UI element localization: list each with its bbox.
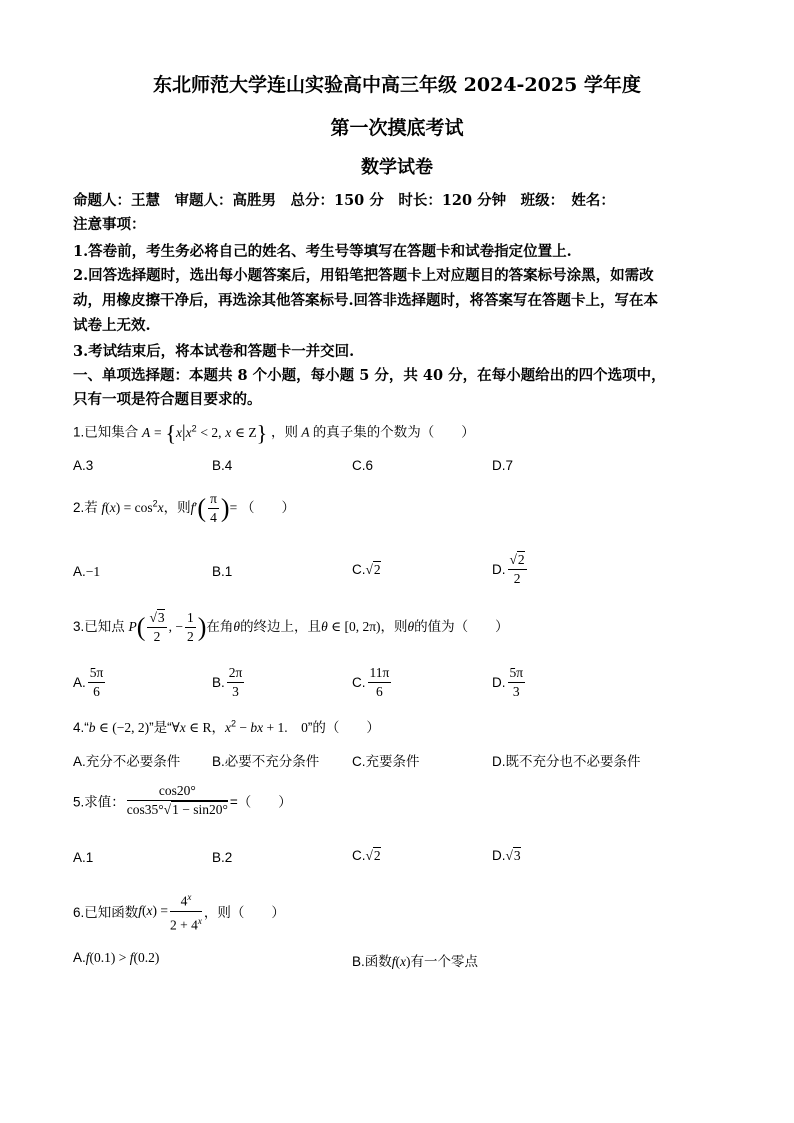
q5-option-a: A.1 <box>73 850 94 865</box>
q1-option-d: D.7 <box>492 458 514 473</box>
q2-prefix: 2.若 <box>73 500 98 516</box>
exam-meta: 命题人：王慧 审题人：高胜男 总分：150 分 时长：120 分钟 班级： 姓名： <box>73 192 615 209</box>
question-5 <box>73 782 292 819</box>
question-1: 1.已知集合 $A = \{x|x^2 < 2$, x ∈ Z} ，则 A 的真子集的个数为（ ） <box>73 420 475 445</box>
exam-title: 东北师范大学连山实验高中高三年级 2024-2025 学年度 <box>153 74 641 96</box>
q4-option-c: C.充要条件 <box>352 754 420 769</box>
q3-option-c: C. $\frac{11\pi}{6}$ <box>352 665 390 699</box>
q5-option-d: D.√3 <box>492 848 521 863</box>
q1-set-expression: $A = \{x|x^2 < 2$, x ∈ Z} <box>142 420 268 445</box>
notice-item-1: 1.答卷前，考生务必将自己的姓名、考生号等填写在答题卡和试卷指定位置上. <box>73 243 572 260</box>
notice-item-3: 3.考试结束后，将本试卷和答题卡一并交回. <box>73 343 355 360</box>
q1-option-a: A.3 <box>73 458 94 473</box>
section-heading-line-1: 一、单项选择题：本题共 8 个小题，每小题 5 分，共 40 分，在每小题给出的四个选项中， <box>73 367 666 384</box>
question-3: 3.已知点 P( $\frac{√3}{2}$ , − $\frac{1}{2}$ )在角θ的终边上，且θ ∈ [0, 2π)，则θ的值为（ ） <box>73 610 509 644</box>
q3-mid: 在角 <box>206 619 234 635</box>
q3-suffix: ，则 <box>380 619 408 635</box>
q6-option-a: A.f(0.1) > f(0.2) <box>73 950 160 965</box>
q2-expression: $f(x) = \cos^2x$，则f′( $\frac{\pi}{4}$ )= <box>101 491 238 525</box>
question-4: 4.“b ∈ (−2, 2)”是“∀x ∈ R，$x^2$ − bx + 1. 0”的（ ） <box>73 718 380 735</box>
q5-prefix: 5.求值： <box>73 794 125 810</box>
q3-option-b: B. $\frac{2\pi}{3}$ <box>212 665 243 699</box>
exam-subtitle: 第一次摸底考试 <box>330 117 464 139</box>
q1-suffix-2: 的真子集的个数为（ ） <box>312 424 475 440</box>
q3-suffix-2: 的值为（ ） <box>414 619 509 635</box>
q2-option-a: A.−1 <box>73 564 101 579</box>
notice-item-2-line-3: 试卷上无效. <box>73 317 151 334</box>
q4-option-a: A.充分不必要条件 <box>73 754 181 769</box>
q2-suffix: （ ） <box>240 500 295 516</box>
q3-option-a: A. $\frac{5\pi}{6}$ <box>73 665 104 699</box>
q5-fraction: $\frac{\cos 20^\circ}{\cos 35^\circ√1 - \sin 20^\circ}$ <box>126 783 228 817</box>
exam-subject: 数学试卷 <box>361 157 433 178</box>
q4-option-d: D.既不充分也不必要条件 <box>492 754 641 769</box>
q2-option-d: D. $\frac{√2}{2}$ <box>492 552 525 586</box>
q6-option-b: B.函数f(x)有一个零点 <box>352 954 479 969</box>
notice-item-2-line-2: 动，用橡皮擦干净后，再选涂其他答案标号.回答非选择题时，将答案写在答题卡上，写在本 <box>73 292 659 309</box>
q2-option-b: B.1 <box>212 564 233 579</box>
q3-prefix: 3.已知点 <box>73 619 125 635</box>
q1-prefix: 1.已知集合 <box>73 424 139 440</box>
q5-option-c: C.√2 <box>352 848 381 863</box>
q3-point: P( $\frac{√3}{2}$ , − $\frac{1}{2}$ ) <box>128 610 207 644</box>
question-6: 6.已知函数f(x) = $\frac{4^x}{2 + 4^x}$ ，则（ ） <box>73 888 285 934</box>
question-2 <box>73 490 295 527</box>
q1-option-c: C.6 <box>352 458 374 473</box>
q3-mid-2: 的终边上，且 <box>240 619 322 635</box>
q1-suffix: ，则 <box>271 424 298 440</box>
q1-option-b: B.4 <box>212 458 233 473</box>
q5-suffix: =（ ） <box>229 794 292 810</box>
notice-heading: 注意事项： <box>73 216 146 233</box>
q3-option-d: D. $\frac{5\pi}{3}$ <box>492 665 524 699</box>
q5-option-b: B.2 <box>212 850 233 865</box>
q4-option-b: B.必要不充分条件 <box>212 754 320 769</box>
q2-option-c: C.√2 <box>352 562 381 577</box>
section-heading-line-2: 只有一项是符合题目要求的。 <box>73 391 262 408</box>
notice-item-2-line-1: 2.回答选择题时，选出每小题答案后，用铅笔把答题卡上对应题目的答案标号涂黑，如需改 <box>73 267 654 284</box>
